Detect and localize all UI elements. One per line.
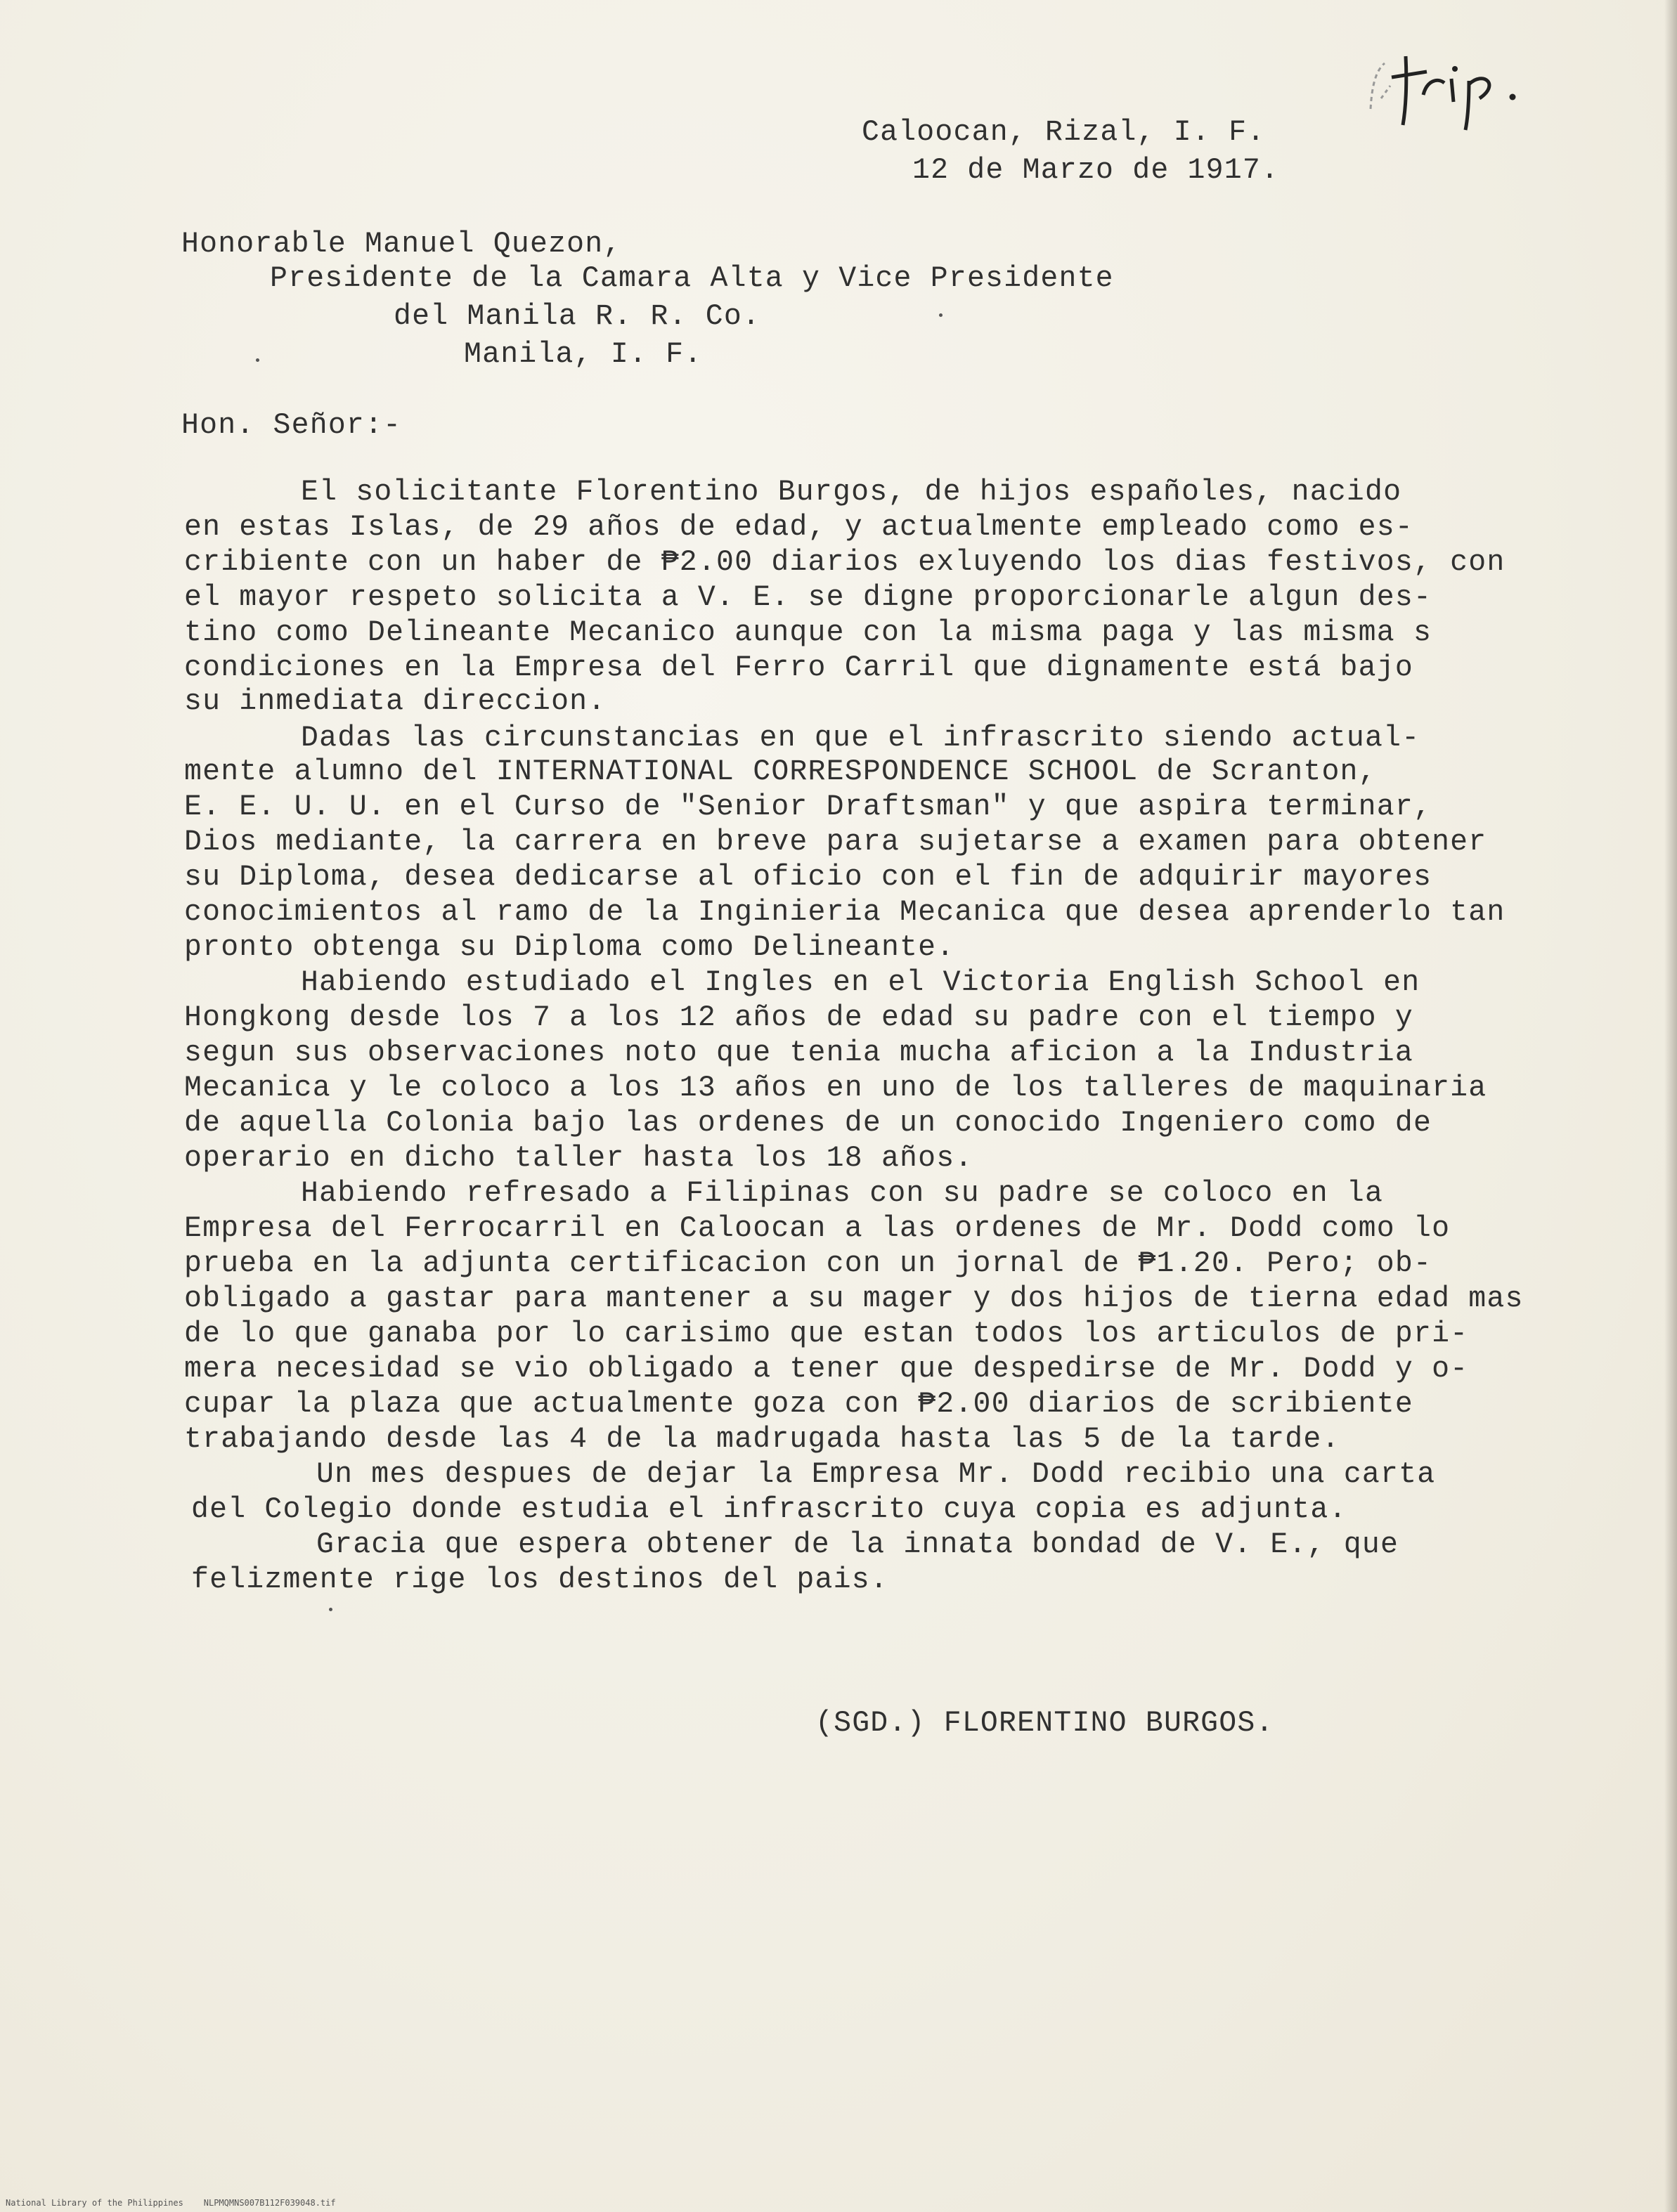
addressee-name: Honorable Manuel Quezon, [181, 228, 622, 261]
body-line: conocimientos al ramo de la Inginieria Mecanica que desea aprenderlo tan [184, 896, 1506, 929]
body-line: El solicitante Florentino Burgos, de hijos españoles, nacido [301, 476, 1402, 509]
paper-speck [256, 358, 259, 362]
body-line: Habiendo refresado a Filipinas con su padre se coloco en la [301, 1177, 1384, 1210]
body-line: tino como Delineante Mecanico aunque con la misma paga y las misma s [184, 616, 1432, 649]
body-line: trabajando desde las 4 de la madrugada hasta las 5 de la tarde. [184, 1423, 1340, 1456]
body-line: Un mes despues de dejar la Empresa Mr. Dodd recibio una carta [316, 1458, 1436, 1491]
paper-speck [329, 1608, 332, 1611]
place-line: Caloocan, Rizal, I. F. [862, 116, 1266, 149]
body-line: E. E. U. U. en el Curso de "Senior Draftsman" y que aspira terminar, [184, 791, 1432, 824]
body-line: mente alumno del INTERNATIONAL CORRESPONDENCE SCHOOL de Scranton, [184, 755, 1377, 788]
page-edge-shadow [1664, 0, 1677, 2212]
body-line: el mayor respeto solicita a V. E. se digne proporcionarle algun des- [184, 581, 1432, 614]
body-line: Hongkong desde los 7 a los 12 años de edad su padre con el tiempo y [184, 1001, 1413, 1034]
paper-speck [939, 313, 943, 317]
date-line: 12 de Marzo de 1917. [912, 154, 1280, 187]
body-line: cribiente con un haber de ₱2.00 diarios exluyendo los dias festivos, con [184, 546, 1506, 579]
body-line: de aquella Colonia bajo las ordenes de un conocido Ingeniero como de [184, 1107, 1432, 1140]
body-line: en estas Islas, de 29 años de edad, y actualmente empleado como es- [184, 511, 1413, 544]
body-line: Dios mediante, la carrera en breve para sujetarse a examen para obtener [184, 826, 1487, 859]
body-line: Mecanica y le coloco a los 13 años en uno de los talleres de maquinaria [184, 1072, 1487, 1105]
body-line: prueba en la adjunta certificacion con un jornal de ₱1.20. Pero; ob- [184, 1247, 1432, 1280]
body-line: felizmente rige los destinos del pais. [191, 1563, 888, 1596]
body-line: operario en dicho taller hasta los 18 años. [184, 1142, 973, 1175]
addressee-title: Presidente de la Camara Alta y Vice Presidente [270, 262, 1114, 295]
body-line: del Colegio donde estudia el infrascrito cuya copia es adjunta. [191, 1493, 1347, 1526]
addressee-city: Manila, I. F. [464, 338, 703, 371]
body-line: de lo que ganaba por lo carisimo que estan todos los articulos de pri- [184, 1318, 1469, 1351]
body-line: pronto obtenga su Diploma como Delineante. [184, 931, 955, 964]
body-line: mera necesidad se vio obligado a tener que despedirse de Mr. Dodd y o- [184, 1353, 1469, 1386]
body-line: Habiendo estudiado el Ingles en el Victoria English School en [301, 966, 1420, 999]
handwritten-note [1357, 42, 1539, 134]
body-line: su inmediata direccion. [184, 685, 607, 718]
body-line: Gracia que espera obtener de la innata bondad de V. E., que [316, 1528, 1399, 1561]
body-line: su Diploma, desea dedicarse al oficio con el fin de adquirir mayores [184, 861, 1432, 894]
scan-footer: National Library of the Philippines NLPMQMNS007B112F039048.tif [6, 2198, 336, 2208]
salutation: Hon. Señor:- [181, 409, 402, 442]
body-line: Dadas las circunstancias en que el infrascrito siendo actual- [301, 722, 1420, 755]
body-line: Empresa del Ferrocarril en Caloocan a las ordenes de Mr. Dodd como lo [184, 1212, 1451, 1245]
signature-line: (SGD.) FLORENTINO BURGOS. [815, 1707, 1274, 1740]
addressee-company: del Manila R. R. Co. [394, 300, 761, 333]
body-line: obligado a gastar para mantener a su mager y dos hijos de tierna edad mas [184, 1282, 1524, 1315]
body-line: condiciones en la Empresa del Ferro Carril que dignamente está bajo [184, 651, 1413, 684]
body-line: segun sus observaciones noto que tenia mucha aficion a la Industria [184, 1036, 1413, 1069]
body-line: cupar la plaza que actualmente goza con ₱2.00 diarios de scribiente [184, 1388, 1413, 1421]
